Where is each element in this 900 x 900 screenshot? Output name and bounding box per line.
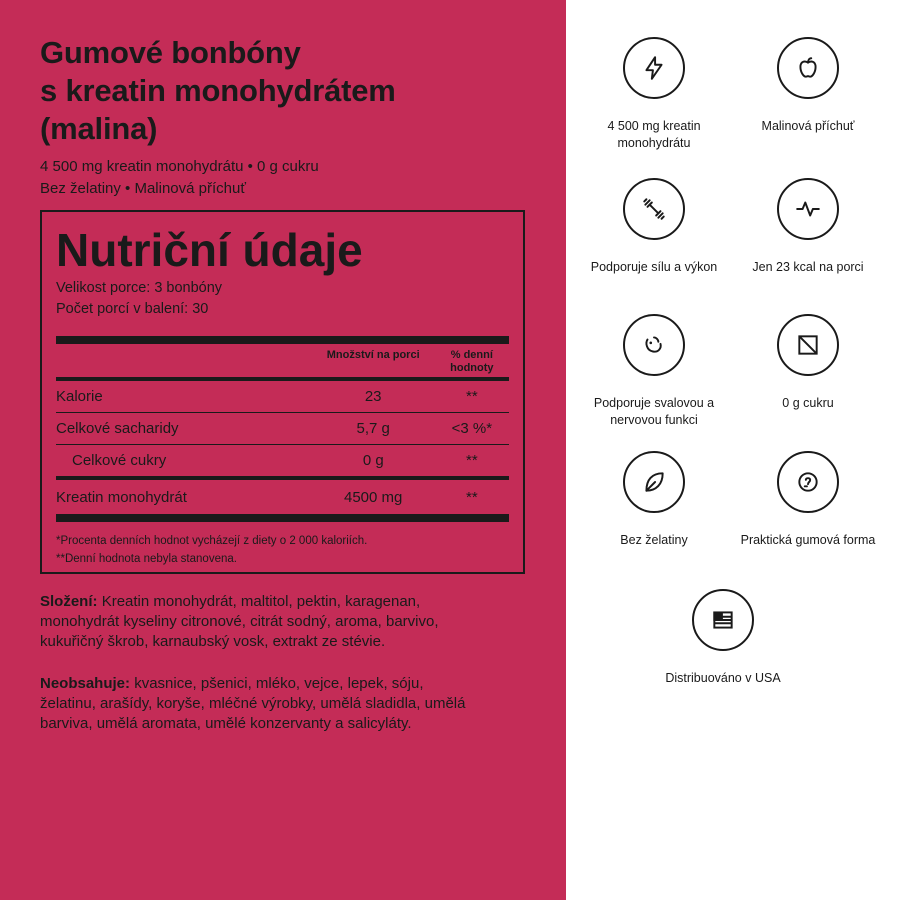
feature-item — [738, 37, 878, 135]
features-panel — [566, 0, 900, 900]
leaf-icon — [623, 451, 685, 513]
no-sugar-icon — [777, 314, 839, 376]
nutrition-row — [56, 480, 509, 514]
nutrient-amount: 0 g — [362, 452, 384, 469]
product-subtitle — [40, 156, 566, 200]
nutrient-amount: 4500 mg — [344, 488, 403, 506]
pulse-icon — [777, 178, 839, 240]
gummy-icon — [777, 451, 839, 513]
nutrition-row — [56, 445, 509, 476]
free-from-text — [40, 674, 470, 734]
nutrition-row — [56, 381, 509, 412]
feature-label: Podporuje sílu a výkon — [590, 260, 718, 274]
dumbbell-icon — [623, 178, 685, 240]
amount-header: Množství na porci — [326, 349, 420, 361]
nutrient-name: Celkové sacharidy — [56, 420, 179, 437]
lightning-icon — [623, 37, 685, 99]
feature-item — [738, 451, 878, 549]
footnote: **Denní hodnota nebyla stanovena. — [56, 553, 237, 565]
ingredients-list: Kreatin monohydrát, maltitol, pektin, karagenan, monohydrát kyseliny citronové, citrát sodný, aroma, barvivo, kukuřičný škrob, karnaubský vosk, extrakt ze stévie. — [40, 593, 439, 650]
feature-label: 0 g cukru — [782, 396, 834, 410]
dv-header: % denní hodnoty — [450, 349, 494, 374]
product-title — [40, 34, 566, 148]
title-line: s kreatin monohydrátem — [40, 73, 396, 108]
serving-size: Velikost porce: 3 bonbóny — [56, 280, 223, 296]
footnote: *Procenta denních hodnot vycházejí z diety o 2 000 kaloriích. — [56, 535, 368, 547]
feature-label: Malinová příchuť — [761, 119, 855, 133]
feature-item — [653, 589, 793, 687]
nutrition-footnotes — [56, 522, 509, 568]
free-from-list: kvasnice, pšenici, mléko, vejce, lepek, sóju, želatinu, arašídy, koryše, mléčné výrobky, umělá sladidla, umělá barviva, umělá aromata, umělé konzervanty a salicyláty. — [40, 675, 466, 732]
nutrition-title: Nutriční údaje — [56, 224, 363, 276]
divider-thick — [56, 514, 509, 522]
nutrition-row — [56, 413, 509, 444]
nutrient-amount: 5,7 g — [356, 420, 390, 437]
feature-item — [738, 178, 878, 276]
nutrient-dv: ** — [465, 488, 478, 506]
feature-label: Distribuováno v USA — [665, 671, 781, 685]
nutrition-header-row — [56, 344, 509, 377]
feature-item — [584, 451, 724, 549]
title-line: (malina) — [40, 111, 158, 146]
nutrient-amount: 23 — [364, 388, 382, 405]
nutrient-dv: <3 %* — [451, 420, 493, 437]
nutrient-name: Kreatin monohydrát — [56, 488, 187, 506]
feature-item — [584, 314, 724, 429]
nutrient-name: Celkové cukry — [72, 452, 167, 469]
ingredients-text — [40, 592, 470, 652]
nutrition-facts-panel — [40, 210, 525, 574]
title-line: Gumové bonbóny — [40, 35, 301, 70]
subtitle-line: Bez želatiny • Malinová příchuť — [40, 180, 246, 197]
ingredients-label: Složení: — [40, 593, 98, 610]
subtitle-line: 4 500 mg kreatin monohydrátu • 0 g cukru — [40, 158, 319, 175]
feature-label: Praktická gumová forma — [740, 533, 876, 547]
feature-label: Bez želatiny — [620, 533, 688, 547]
free-from-label: Neobsahuje: — [40, 675, 131, 692]
feature-item — [584, 37, 724, 152]
apple-icon — [777, 37, 839, 99]
feature-label: 4 500 mg kreatin monohydrátu — [607, 119, 701, 150]
divider-thick — [56, 336, 509, 344]
nutrient-dv: ** — [466, 452, 478, 469]
nutrient-dv: ** — [465, 388, 478, 405]
feature-item — [584, 178, 724, 276]
feature-label: Jen 23 kcal na porci — [752, 260, 864, 274]
servings-per-container: Počet porcí v balení: 30 — [56, 301, 209, 317]
flag-icon — [692, 589, 754, 651]
feature-label: Podporuje svalovou a nervovou funkci — [593, 396, 715, 427]
nerve-icon — [623, 314, 685, 376]
nutrient-name: Kalorie — [56, 388, 103, 405]
feature-item — [738, 314, 878, 412]
